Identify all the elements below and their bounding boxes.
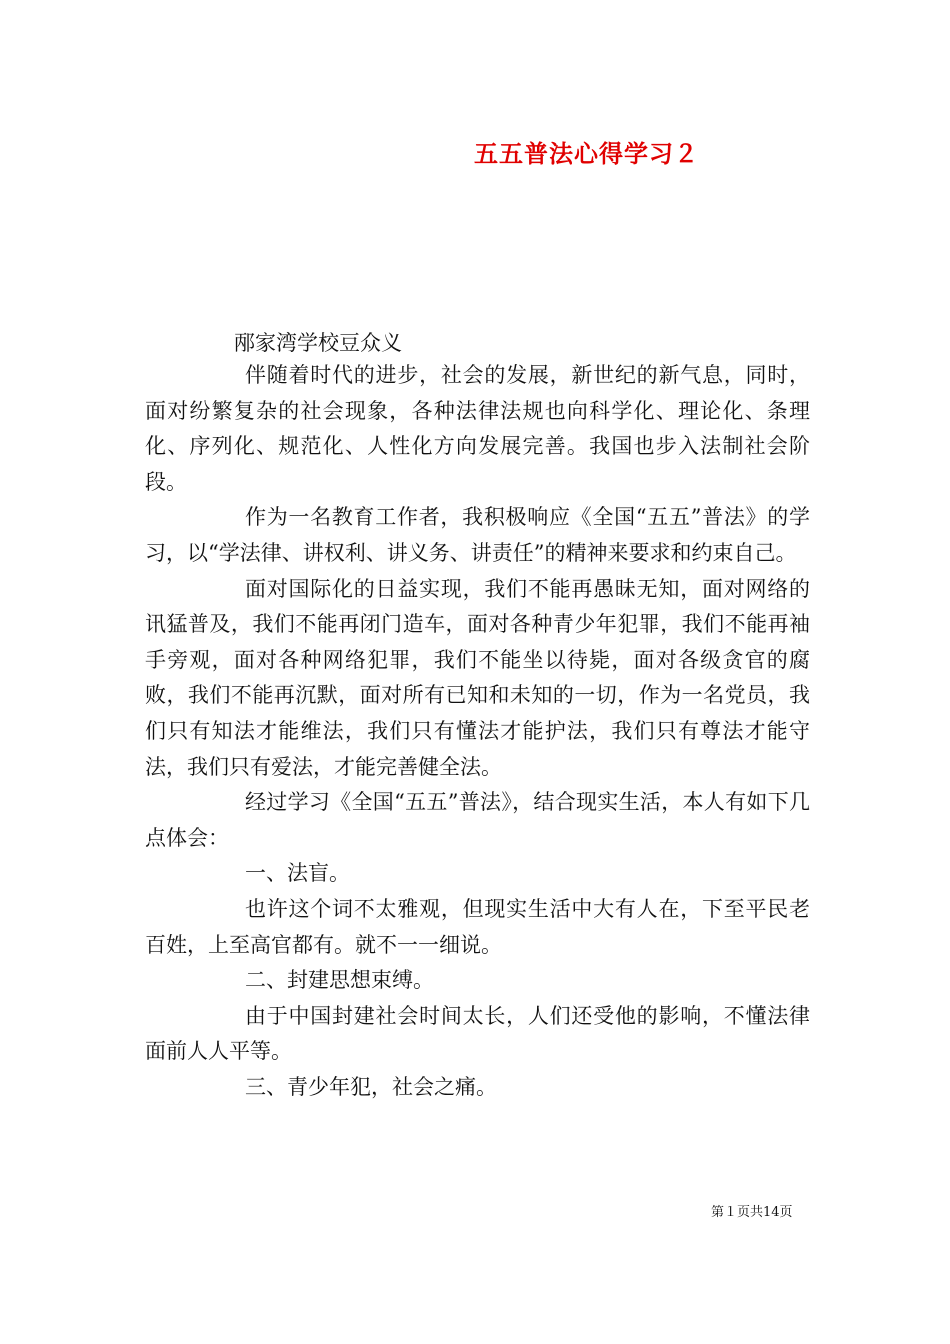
document-body: [145, 358, 810, 1105]
section-heading: 三、青少年犯，社会之痛。: [245, 1074, 497, 1099]
paragraph: 由于中国封建社会时间太长，人们还受他的影响，不懂法律面前人人平等。: [145, 1003, 810, 1064]
page-number: 第１页共14页: [711, 1205, 793, 1220]
paragraph: 面对国际化的日益实现，我们不能再愚昧无知，面对网络的讯猛普及，我们不能再闭门造车，面对各种青少年犯罪，我们不能再袖手旁观，面对各种网络犯罪，我们不能坐以待毙，面对各级贪官的腐败，我们不能再沉默，面对所有已知和未知的一切，作为一名党员，我们只有知法才能维法，我们只有懂法才能护法，我们只有尊法才能守法，我们只有爱法，才能完善健全法。: [145, 576, 810, 779]
section-heading: 二、封建思想束缚。: [245, 968, 434, 993]
section-heading: 一、法盲。: [245, 861, 350, 886]
paragraph: 也许这个词不太雅观，但现实生活中大有人在，下至平民老百姓，上至高官都有。就不一一细说。: [145, 896, 810, 957]
paragraph: 伴随着时代的进步，社会的发展，新世纪的新气息，同时，面对纷繁复杂的社会现象，各种法律法规也向科学化、理论化、条理化、序列化、规范化、人性化方向发展完善。我国也步入法制社会阶段。: [145, 363, 810, 494]
paragraph: 经过学习《全国“五五”普法》，结合现实生活，本人有如下几点体会：: [145, 790, 810, 850]
paragraph: 作为一名教育工作者，我积极响应《全国“五五”普法》的学习，以“学法律、讲权利、讲义务、讲责任”的精神来要求和约束自己。: [145, 505, 810, 565]
document-title: 五五普法心得学习２: [474, 139, 699, 168]
author-line: 邴家湾学校豆众义: [234, 331, 402, 355]
